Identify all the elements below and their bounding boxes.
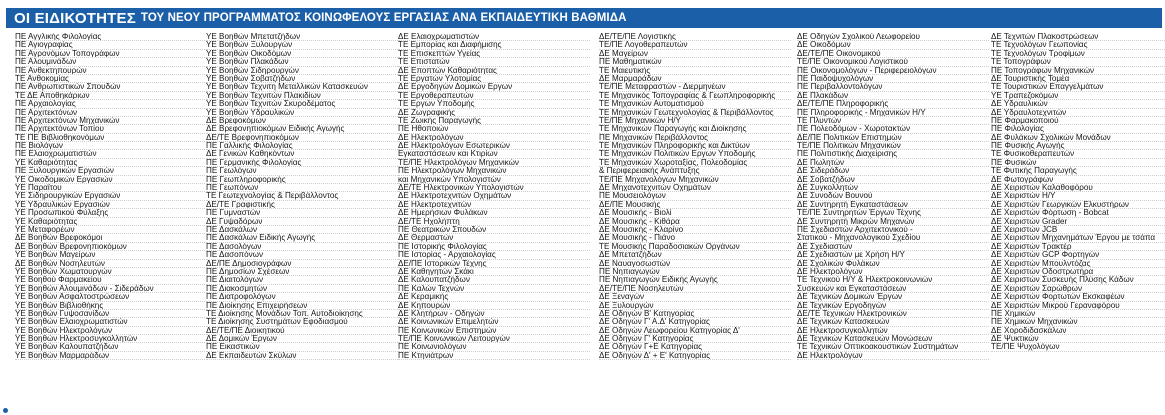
specialty-item: ΥΕ Οικοδομικών Εργασιών: [15, 176, 207, 184]
specialty-item: ΔΕ Χειριστών Η/Υ: [991, 192, 1165, 200]
specialty-item: ΔΕ Ηλεκτρολόγων Εσωτερικών: [398, 142, 590, 150]
specialty-item: ΠΕ Κοινωνικών Επιστημών: [398, 327, 590, 335]
specialty-item: ΔΕ Μουσικής - Κιθάρα: [599, 218, 791, 226]
specialty-item: ΔΕ Χοροδιδασκάλων: [991, 327, 1165, 335]
specialty-item: ΔΕ Καλουπατζήδων: [398, 276, 590, 284]
specialty-item: ΔΕ Τεχνιτών Πλακοστρώσεων: [991, 33, 1165, 41]
specialty-item: ΥΕ Βοηθών Μαγείρων: [15, 251, 207, 259]
specialty-item: ΠΕ Δασολόγων: [206, 243, 398, 251]
specialty-item: ΠΕ Τοπογράφων Μηχανικών: [991, 67, 1165, 75]
specialty-item: ΠΕ Αγρονόμων Τοπογράφων: [15, 50, 207, 58]
specialty-item: ΔΕ/ΤΕ Βρεφονηπιοκόμων: [206, 134, 398, 142]
specialty-item: ΔΕ Βρεφοκόμων: [206, 117, 398, 125]
specialty-item: ΔΕ Εποπτών Καθαριότητας: [398, 67, 590, 75]
specialty-item: ΔΕ/ΤΕ Γραφιστικής: [206, 201, 398, 209]
specialty-item: ΤΕ Μηχανικών Αυτοματισμού: [599, 100, 791, 108]
specialty-item: ΠΕ Μουσειολόγων: [599, 192, 791, 200]
specialty-item: ΥΕ Βοηθών Ηλεκτρολόγων: [15, 327, 207, 335]
specialty-item: ΔΕ Υδραυλικών: [991, 100, 1165, 108]
specialty-item: ΤΕ Επιστατών: [398, 58, 590, 66]
specialty-item: ΥΕ Βοηθών Ασφαλτοστρώσεων: [15, 293, 207, 301]
specialty-item: Στατικού - Μηχανολογικού Σχεδίου: [797, 234, 989, 242]
specialty-item: ΤΕ/ΠΕ Πολιτικών Μηχανικών: [797, 142, 989, 150]
specialty-item: ΔΕ Μαγείρων: [599, 50, 791, 58]
specialty-item: & Περιφερειακής Ανάπτυξης: [599, 167, 791, 175]
specialty-item: ΔΕ Σχολικών Φυλάκων: [797, 260, 989, 268]
specialty-item: ΔΕ Ξυλουργών: [599, 302, 791, 310]
specialty-item: ΤΕ Μουσικής Παραδοσιακών Οργάνων: [599, 243, 791, 251]
specialty-item: ΥΕ Βοηθών Βιβλιοθήκης: [15, 302, 207, 310]
specialty-item: ΠΕ Ανθεκτηπουρών: [15, 67, 207, 75]
specialties-columns: [15, 33, 1165, 403]
specialty-item: ΔΕ Θερμαστών: [398, 234, 590, 242]
specialty-item: ΥΕ Βοηθών Τεχνιτών Σκυροδέματος: [206, 100, 398, 108]
specialty-item: ΔΕ Συγκολλητών: [797, 184, 989, 192]
specialty-item: ΠΕ Γερμανικής Φιλολογίας: [206, 159, 398, 167]
specialty-item: και Μηχανικών Υπολογιστών: [398, 176, 590, 184]
specialty-item: ΔΕ Κοινωνικών Επιμελητών: [398, 318, 590, 326]
specialty-item: ΤΕ Γεωτεχνολογίας & Περιβάλλοντος: [206, 192, 398, 200]
specialty-item: ΤΕ Μηχανικών Πληροφορικής και Δικτύων: [599, 142, 791, 150]
specialty-item: ΔΕ Δομικών Έργων: [206, 335, 398, 343]
specialty-item: ΤΕ Μηχανικών Γεωτεχνολογίας & Περιβάλλοντος: [599, 109, 791, 117]
specialty-item: ΔΕ Βοηθών Βρεφονηπιοκόμων: [15, 243, 207, 251]
specialty-item: ΔΕ Ηλεκτροτεχνιτών Οχημάτων: [398, 192, 590, 200]
specialty-item: ΥΕ Βοηθών Σιδηρουργών: [206, 67, 398, 75]
specialty-item: ΔΕ Καθηγητών Σκάκι: [398, 268, 590, 276]
specialty-item: ΤΕ Τεχνικών Οπτικοακουστικών Συστημάτων: [797, 343, 989, 351]
specialty-item: ΥΕ Υδραυλικών Εργασιών: [15, 201, 207, 209]
specialty-item: ΔΕ Ξεναγών: [599, 293, 791, 301]
specialty-item: ΤΕ Επισκεπτών Υγείας: [398, 50, 590, 58]
specialty-item: ΔΕ Οδηγών Λεωφορείου Κατηγορίας Δ': [599, 327, 791, 335]
specialty-item: ΔΕ/ΠΕ Πολιτικών Επιστημών: [797, 134, 989, 142]
page-header: [6, 8, 1162, 28]
specialty-item: ΥΕ Βοηθών Οικοδόμων: [206, 50, 398, 58]
specialty-item: ΔΕ Οδηγών Γ+Ε Κατηγορίας: [599, 343, 791, 351]
specialty-item: ΥΕ Σιδηρουργικών Εργασιών: [15, 192, 207, 200]
specialty-item: ΥΕ Βοηθού Φαρμακείου: [15, 276, 207, 284]
specialty-item: ΠΕ Αλουμινάδων: [15, 58, 207, 66]
specialty-item: ΤΕ Μηχανικός Τοπογραφίας & Γεωπληροφορικής: [599, 92, 791, 100]
specialty-item: ΥΕ Βοηθών Ελαιοχρωματιστών: [15, 318, 207, 326]
specialty-item: ΔΕ Ελαιοχρωματιστών: [398, 33, 590, 41]
specialty-item: ΤΕ Φυσικοθεραπευτών: [991, 150, 1165, 158]
specialty-item: ΥΕ Βοηθών Ηλεκτροσυγκολλητών: [15, 335, 207, 343]
column-6: [991, 33, 1165, 352]
specialty-item: ΠΕ Αγγλικής Φιλολογίας: [15, 33, 207, 41]
specialty-item: ΥΕ Βοηθών Αλουμινάδων - Σιδεράδων: [15, 285, 207, 293]
specialty-item: ΔΕ/ΤΕ Ηχολήπτη: [398, 218, 590, 226]
specialty-item: ΤΕ/ΠΕ Μηχανικών Η/Υ: [599, 117, 791, 125]
specialty-item: ΔΕ Γυψαδόρων: [206, 218, 398, 226]
column-4: [599, 33, 791, 360]
specialty-item: ΔΕ Γενικών Καθηκόντων: [206, 150, 398, 158]
specialty-item: ΥΕ Βοηθών Τεχνιτη Μεταλλικών Κατασκευών: [206, 83, 398, 91]
specialty-item: ΥΕ Βοηθών Τεχνιτών Πλακιδίων: [206, 92, 398, 100]
specialty-item: ΠΕ Κοινωνιολόγων: [398, 343, 590, 351]
specialty-item: ΔΕ/ΤΕ Ηλεκτρονικών Υπολογιστών: [398, 184, 590, 192]
specialty-item: ΠΕ Διατροφολόγων: [206, 293, 398, 301]
specialty-item: ΔΕ Χειριστών Καλαθοφόρου: [991, 184, 1165, 192]
specialty-item: ΠΕ Γεωλόγων: [206, 167, 398, 175]
specialty-item: ΔΕ Χειριστών Μπουλντόζας: [991, 260, 1165, 268]
specialty-item: ΤΕ Ζωικής Παραγωγής: [398, 117, 590, 125]
specialty-item: ΔΕ Ηλεκτρολόγων: [797, 268, 989, 276]
specialty-item: ΔΕ Μαρμαράδων: [599, 75, 791, 83]
specialty-item: ΔΕ Βοηθών Νοσηλευτών: [15, 260, 207, 268]
specialty-item: ΤΕ/ΠΕ Συντηρητών Έργων Τέχνης: [797, 209, 989, 217]
specialty-item: ΥΕ Προσωπικού Φύλαξης: [15, 209, 207, 217]
specialty-item: ΥΕ Βοηθών Γυψοσανίδων: [15, 310, 207, 318]
specialty-item: ΤΕ Εργων Υποδομής: [398, 100, 590, 108]
specialty-item: ΠΕ Νηπιαγωγών Ειδικής Αγωγής: [599, 276, 791, 284]
specialty-item: ΠΕ Αγιογραφίας: [15, 41, 207, 49]
specialty-item: ΔΕ Τεχνικών Κατασκευών Μονώσεων: [797, 335, 989, 343]
column-5: [797, 33, 989, 360]
specialty-item: ΠΕ Ανθρωπιστικών Σπουδών: [15, 83, 207, 91]
specialty-item: ΤΕ Τεχνολόγων Γεωπονίας: [991, 41, 1165, 49]
specialty-item: ΔΕ Φυλάκων Σχολικών Μονάδων: [991, 134, 1165, 142]
specialty-item: ΠΕ Χημικών: [991, 310, 1165, 318]
specialty-item: ΠΕ Γεωπόνων: [206, 184, 398, 192]
column-3: [398, 33, 590, 360]
column-2: [206, 33, 398, 360]
specialty-item: ΠΕ Διοίκησης Επιχειρήσεων: [206, 302, 398, 310]
specialty-item: ΔΕ Φωτογράφων: [991, 176, 1165, 184]
specialty-item: ΠΕ Παιδοψυχολόγων: [797, 75, 989, 83]
specialty-item: ΤΕ Μηχανικών Παραγωγής και Διοίκησης: [599, 125, 791, 133]
specialty-item: ΔΕ Σχεδιαστών: [797, 243, 989, 251]
specialty-item: ΔΕ Τεχνικών Εργοδηγών: [797, 302, 989, 310]
specialty-item: ΠΕ Ξυλουργικών Εργασιών: [15, 167, 207, 175]
specialty-item: ΔΕ Σιδεράδων: [797, 167, 989, 175]
specialty-item: ΔΕ Ηλεκτροσυγκολλητών: [797, 327, 989, 335]
specialty-item: ΔΕ Οδηγών Γ' Κατηγορίας: [599, 335, 791, 343]
specialty-item: ΥΕ Βοηθών Μαρμαράδων: [15, 352, 207, 360]
specialty-item: ΔΕ Ζωγραφικής: [398, 109, 590, 117]
specialty-item: ΠΕ Αρχιτεκτόνων: [15, 109, 207, 117]
specialty-item: ΔΕ Τεχνικών Κατασκευών: [797, 318, 989, 326]
specialty-item: ΔΕ Μουσικής - Βιολί: [599, 209, 791, 217]
header-subtitle: ΤΟΥ ΝΕΟΥ ΠΡΟΓΡΑΜΜΑΤΟΣ ΚΟΙΝΩΦΕΛΟΥΣ ΕΡΓΑΣΙΑΣ ΑΝΑ ΕΚΠΑΙΔΕΥΤΙΚΗ ΒΑΘΜΙΔΑ: [140, 12, 627, 24]
specialty-item: ΠΕ Φυσικής Αγωγής: [991, 142, 1165, 150]
specialty-item: ΔΕ Εκπαιδευτών Σκύλων: [206, 352, 398, 360]
specialty-item: ΔΕ Σχεδιαστών με Χρήση Η/Υ: [797, 251, 989, 259]
specialty-item: ΠΕ Διαιτολόγων: [206, 276, 398, 284]
bullet-decoration: [3, 408, 8, 413]
specialty-item: ΤΕ/ΠΕ Μηχανολόγων Μηχανικών: [599, 176, 791, 184]
specialty-item: ΤΕ Πλυντών: [797, 117, 989, 125]
specialty-item: ΤΕ/ΠΕ Ψυχολόγων: [991, 343, 1165, 351]
specialty-item: ΔΕ Χειριστών Οδοστρωτήρα: [991, 268, 1165, 276]
specialty-item: ΤΕ/ΠΕ Ηλεκτρολόγων Μηχανικών: [398, 159, 590, 167]
specialty-item: ΔΕ/ΤΕ/ΠΕ Πληροφορικής: [797, 100, 989, 108]
specialty-item: ΔΕ/ΤΕ/ΠΕ Νοσηλευτών: [599, 285, 791, 293]
specialty-item: ΥΕ Βοηθών Πλακάδων: [206, 58, 398, 66]
specialty-item: ΠΕ Φαρμακοποιού: [991, 117, 1165, 125]
specialty-item: ΔΕ Χειριστών Συσκευής Πλύσης Κάδων: [991, 276, 1165, 284]
specialty-item: ΔΕ Συνοδών Βουνού: [797, 192, 989, 200]
specialty-item: ΔΕ Πωλητών: [797, 159, 989, 167]
specialty-item: ΥΕ Μεταφορέων: [15, 226, 207, 234]
specialty-item: ΔΕ Εργοδηγών Δομικών Εργων: [398, 83, 590, 91]
specialty-item: ΔΕ Χειριστών GCP Φορτηγών: [991, 251, 1165, 259]
specialty-item: ΤΕ ΔΕ Αποθηκάριων: [15, 92, 207, 100]
specialty-item: ΔΕ Σοβατζήδων: [797, 176, 989, 184]
specialty-item: ΠΕ Δημοσίων Σχέσεων: [206, 268, 398, 276]
specialty-item: ΠΕ Γυμναστών: [206, 209, 398, 217]
specialty-item: ΔΕ/ΤΕ/ΠΕ Λογιστικής: [599, 33, 791, 41]
specialty-item: ΔΕ Χειριστών Μικρού Γεραναφόρου: [991, 302, 1165, 310]
specialty-item: ΔΕ Μηχανοτεχνιτών Οχημάτων: [599, 184, 791, 192]
column-1: [15, 33, 207, 360]
specialty-item: ΠΕ Οικονομολόγων - Περιφερειολόγων: [797, 67, 989, 75]
specialty-item: ΔΕ/ΠΕ Δημοσιογράφων: [206, 260, 398, 268]
specialty-item: ΔΕ Χειριστών JCB: [991, 226, 1165, 234]
specialty-item: ΥΕ Βοηθών Σοβατζήδων: [206, 75, 398, 83]
specialty-item: ΠΕ Εικαστικών: [206, 343, 398, 351]
specialty-item: ΤΕ Φυτικής Παραγωγής: [991, 167, 1165, 175]
specialty-item: ΔΕ Οδηγών Γ' Α.Δ' Κατηγορίας: [599, 318, 791, 326]
specialty-item: ΥΕ Βοηθών Καλουπατζήδων: [15, 343, 207, 351]
specialty-item: ΥΕ Βοηθών Ξυλουργών: [206, 41, 398, 49]
specialty-item: ΥΕ Βοηθών Υδραυλικών: [206, 109, 398, 117]
specialty-item: ΤΕ Εργοθεραπευτών: [398, 92, 590, 100]
header-title: ΟΙ ΕΙΔΙΚΟΤΗΤΕΣ: [14, 9, 136, 27]
specialty-item: ΔΕ Τουριστικής Τομέα: [991, 75, 1165, 83]
specialty-item: ΤΕ Διοίκησης Συστημάτων Εφοδιασμού: [206, 318, 398, 326]
specialty-item: ΔΕ/ΤΕ/ΠΕ Οικονομικού: [797, 50, 989, 58]
specialty-item: ΤΕ Διοίκησης Μονάδων Τοπ. Αυτοδιοίκησης: [206, 310, 398, 318]
specialty-item: ΥΕ Βοηθών Χωματουργών: [15, 268, 207, 276]
specialty-item: ΠΕ Πληροφορικής - Μηχανικών Η/Υ: [797, 109, 989, 117]
specialty-item: ΔΕ Χειριστών Γεωργικών Ελκυστήρων: [991, 201, 1165, 209]
specialty-item: ΠΕ Γεωπληροφορικής: [206, 176, 398, 184]
specialty-item: ΤΕ Μηχανικών Πολιτικών Εργων Υποδομής: [599, 150, 791, 158]
specialty-item: ΠΕ Δασοπόνων: [206, 251, 398, 259]
specialty-item: ΠΕ Γαλλικής Φιλολογίας: [206, 142, 398, 150]
specialty-item: ΠΕ Δασκάλων Ειδικής Αγωγής: [206, 234, 398, 242]
specialty-item: ΠΕ Μαθηματικών: [599, 58, 791, 66]
specialty-item: ΔΕ Κεραμικής: [398, 293, 590, 301]
specialty-item: Συσκευών και Εγκαταστάσεων: [797, 285, 989, 293]
specialty-item: ΠΕ Αρχαιολογίας: [15, 100, 207, 108]
specialty-item: ΠΕ Χημικών Μηχανικών: [991, 318, 1165, 326]
specialty-item: ΔΕ Βρεφονηπιοκόμων Ειδικής Αγωγής: [206, 125, 398, 133]
specialty-item: ΔΕ Χειριστών Grader: [991, 218, 1165, 226]
specialty-item: ΠΕ Ελαιοχρωματιστών: [15, 150, 207, 158]
specialty-item: ΤΕ/ΠΕ Λογοθεραπευτών: [599, 41, 791, 49]
specialty-item: ΔΕ Συντηρητή Εγκαταστάσεων: [797, 201, 989, 209]
specialty-item: ΠΕ Νηπιαγωγών: [599, 268, 791, 276]
specialty-item: ΔΕ Χειριστών Μηχανημάτων Έργου με τσάπα: [991, 234, 1165, 242]
specialty-item: ΥΕ Παραϊτου: [15, 184, 207, 192]
specialty-item: ΔΕ/ΤΕ/ΠΕ Διοικητικού: [206, 327, 398, 335]
specialty-item: ΥΕ Καθαριότητας: [15, 218, 207, 226]
specialty-item: ΠΕ Αρχιτεκτόνων Τοπίου: [15, 125, 207, 133]
specialty-item: ΥΕ Βοηθών Μπετατζήδων: [206, 33, 398, 41]
specialty-item: ΔΕ Οικοδόμων: [797, 41, 989, 49]
specialty-item: ΔΕ Πλακάδων: [797, 92, 989, 100]
specialty-item: ΤΕ Τοπογράφων: [991, 58, 1165, 66]
specialty-item: ΤΕ Τεχνολόγων Τροφίμων: [991, 50, 1165, 58]
specialty-item: ΤΕ/ΠΕ Οικονομικού Λογιστικού: [797, 58, 989, 66]
specialty-item: ΤΕ/ΠΕ Μεταφραστών - Διερμηνέων: [599, 83, 791, 91]
specialty-item: ΔΕ/ΠΕ Ιστορικών Τέχνης: [398, 260, 590, 268]
specialty-item: ΤΕ ΠΕ Βιβλιοθηκονόμων: [15, 134, 207, 142]
specialty-item: ΔΕ Χειριστών Φορτωτών Εκσκαφέων: [991, 293, 1165, 301]
specialty-item: ΠΕ Καλών Τεχνών: [398, 285, 590, 293]
specialty-item: ΤΕ Τεχνικού Η/Υ & Ηλεκτροκοινωνιών: [797, 276, 989, 284]
specialty-item: ΠΕ Περιβαλλοντολόγων: [797, 83, 989, 91]
specialty-item: ΠΕ Ιστορίας - Αρχαιολογίας: [398, 251, 590, 259]
specialty-item: ΠΕ Θεατρικών Σπουδών: [398, 226, 590, 234]
specialty-item: ΔΕ/ΤΕ Τεχνικών Ηλεκτρονικών: [797, 310, 989, 318]
specialty-item: ΔΕ Οδηγών Β' Κατηγορίας: [599, 310, 791, 318]
specialty-item: ΔΕ Χειριστών Τρακτέρ: [991, 243, 1165, 251]
specialty-item: ΔΕ Χειριστών Σαρώθρων: [991, 285, 1165, 293]
specialty-item: ΠΕ Ηθοποιών: [398, 125, 590, 133]
specialty-item: ΠΕ Ηλεκτρολόγων Μηχανικών: [398, 167, 590, 175]
specialty-item: ΠΕ Πολιτιστικής Διαχείρισης: [797, 150, 989, 158]
specialty-item: ΔΕ Ψυκτικών: [991, 335, 1165, 343]
specialty-item: ΠΕ Κτηνιάτρων: [398, 352, 590, 360]
specialty-item: ΤΕ Εργατών Υλοτομίας: [398, 75, 590, 83]
specialty-item: ΠΕ Φυσικών: [991, 159, 1165, 167]
specialty-item: ΔΕ Οδηγών Σχολικού Λεωφορείου: [797, 33, 989, 41]
specialty-item: ΤΕ Ανθοκομίας: [15, 75, 207, 83]
specialty-item: ΠΕ Φιλολογίας: [991, 125, 1165, 133]
specialty-item: ΥΕ Τραπεζοκόμων: [991, 92, 1165, 100]
specialty-item: ΔΕ Χειριστών Φόρτωση - Bobcat: [991, 209, 1165, 217]
specialty-item: ΔΕ Ηλεκτρολόγων: [398, 134, 590, 142]
specialty-item: Εγκαταστάσεων και Κτιρίων: [398, 150, 590, 158]
specialty-item: ΔΕ Συντηρητή Μικρών Μηχανών: [797, 218, 989, 226]
specialty-item: ΔΕ Υδραυλοτεχνιτών: [991, 109, 1165, 117]
specialty-item: ΠΕ Πολεοδόμων - Χωροτακτών: [797, 125, 989, 133]
specialty-item: ΔΕ Κλητήρων - Οδηγών: [398, 310, 590, 318]
specialty-item: ΤΕ Μηχανικών Χωροταξίας, Πολεοδομίας: [599, 159, 791, 167]
specialty-item: ΠΕ Σχεδιαστών Αρχιτεκτονικού -: [797, 226, 989, 234]
specialty-item: ΤΕ Εμπορίας και Διαφήμισης: [398, 41, 590, 49]
specialty-item: ΔΕ Ηλεκτρολόγων: [797, 352, 989, 360]
specialty-item: ΤΕ Τουριστικών Επαγγελμάτων: [991, 83, 1165, 91]
specialty-item: ΔΕ Ηλεκτροτεχνιτών: [398, 201, 590, 209]
specialty-item: ΠΕ Μηχανικών Περιβάλλοντος: [599, 134, 791, 142]
specialty-item: ΔΕ Ναυαγοσωστών: [599, 260, 791, 268]
specialty-item: ΠΕ Βιολόγων: [15, 142, 207, 150]
specialty-item: ΠΕ Ιστορικής Φιλολογίας: [398, 243, 590, 251]
specialty-item: ΠΕ Διακοσμητών: [206, 285, 398, 293]
specialty-item: ΔΕ Οδηγών Δ' + Ε' Κατηγορίας: [599, 352, 791, 360]
specialty-item: ΔΕ Κηπουρών: [398, 302, 590, 310]
specialty-item: ΠΕ Αρχιτεκτόνων Μηχανικών: [15, 117, 207, 125]
specialty-item: ΔΕ Μουσικής - Κλαρίνο: [599, 226, 791, 234]
specialty-item: ΤΕ Μαιευτικής: [599, 67, 791, 75]
specialty-item: ΔΕ/ΠΕ Μουσικής: [599, 201, 791, 209]
specialty-item: ΥΕ Καθαριότητας: [15, 159, 207, 167]
specialty-item: ΔΕ Τεχνικών Δομικών Έργων: [797, 293, 989, 301]
specialty-item: ΠΕ Δασκάλων: [206, 226, 398, 234]
specialty-item: ΤΕ/ΠΕ Κοινωνικών Λειτουργών: [398, 335, 590, 343]
specialty-item: ΔΕ Ημερήσιων Φυλάκων: [398, 209, 590, 217]
specialty-item: ΔΕ Μουσικής - Πιάνο: [599, 234, 791, 242]
specialty-item: ΔΕ Βοηθών Βρεφοκόμοι: [15, 234, 207, 242]
specialty-item: ΔΕ Μπετατζήδων: [599, 251, 791, 259]
